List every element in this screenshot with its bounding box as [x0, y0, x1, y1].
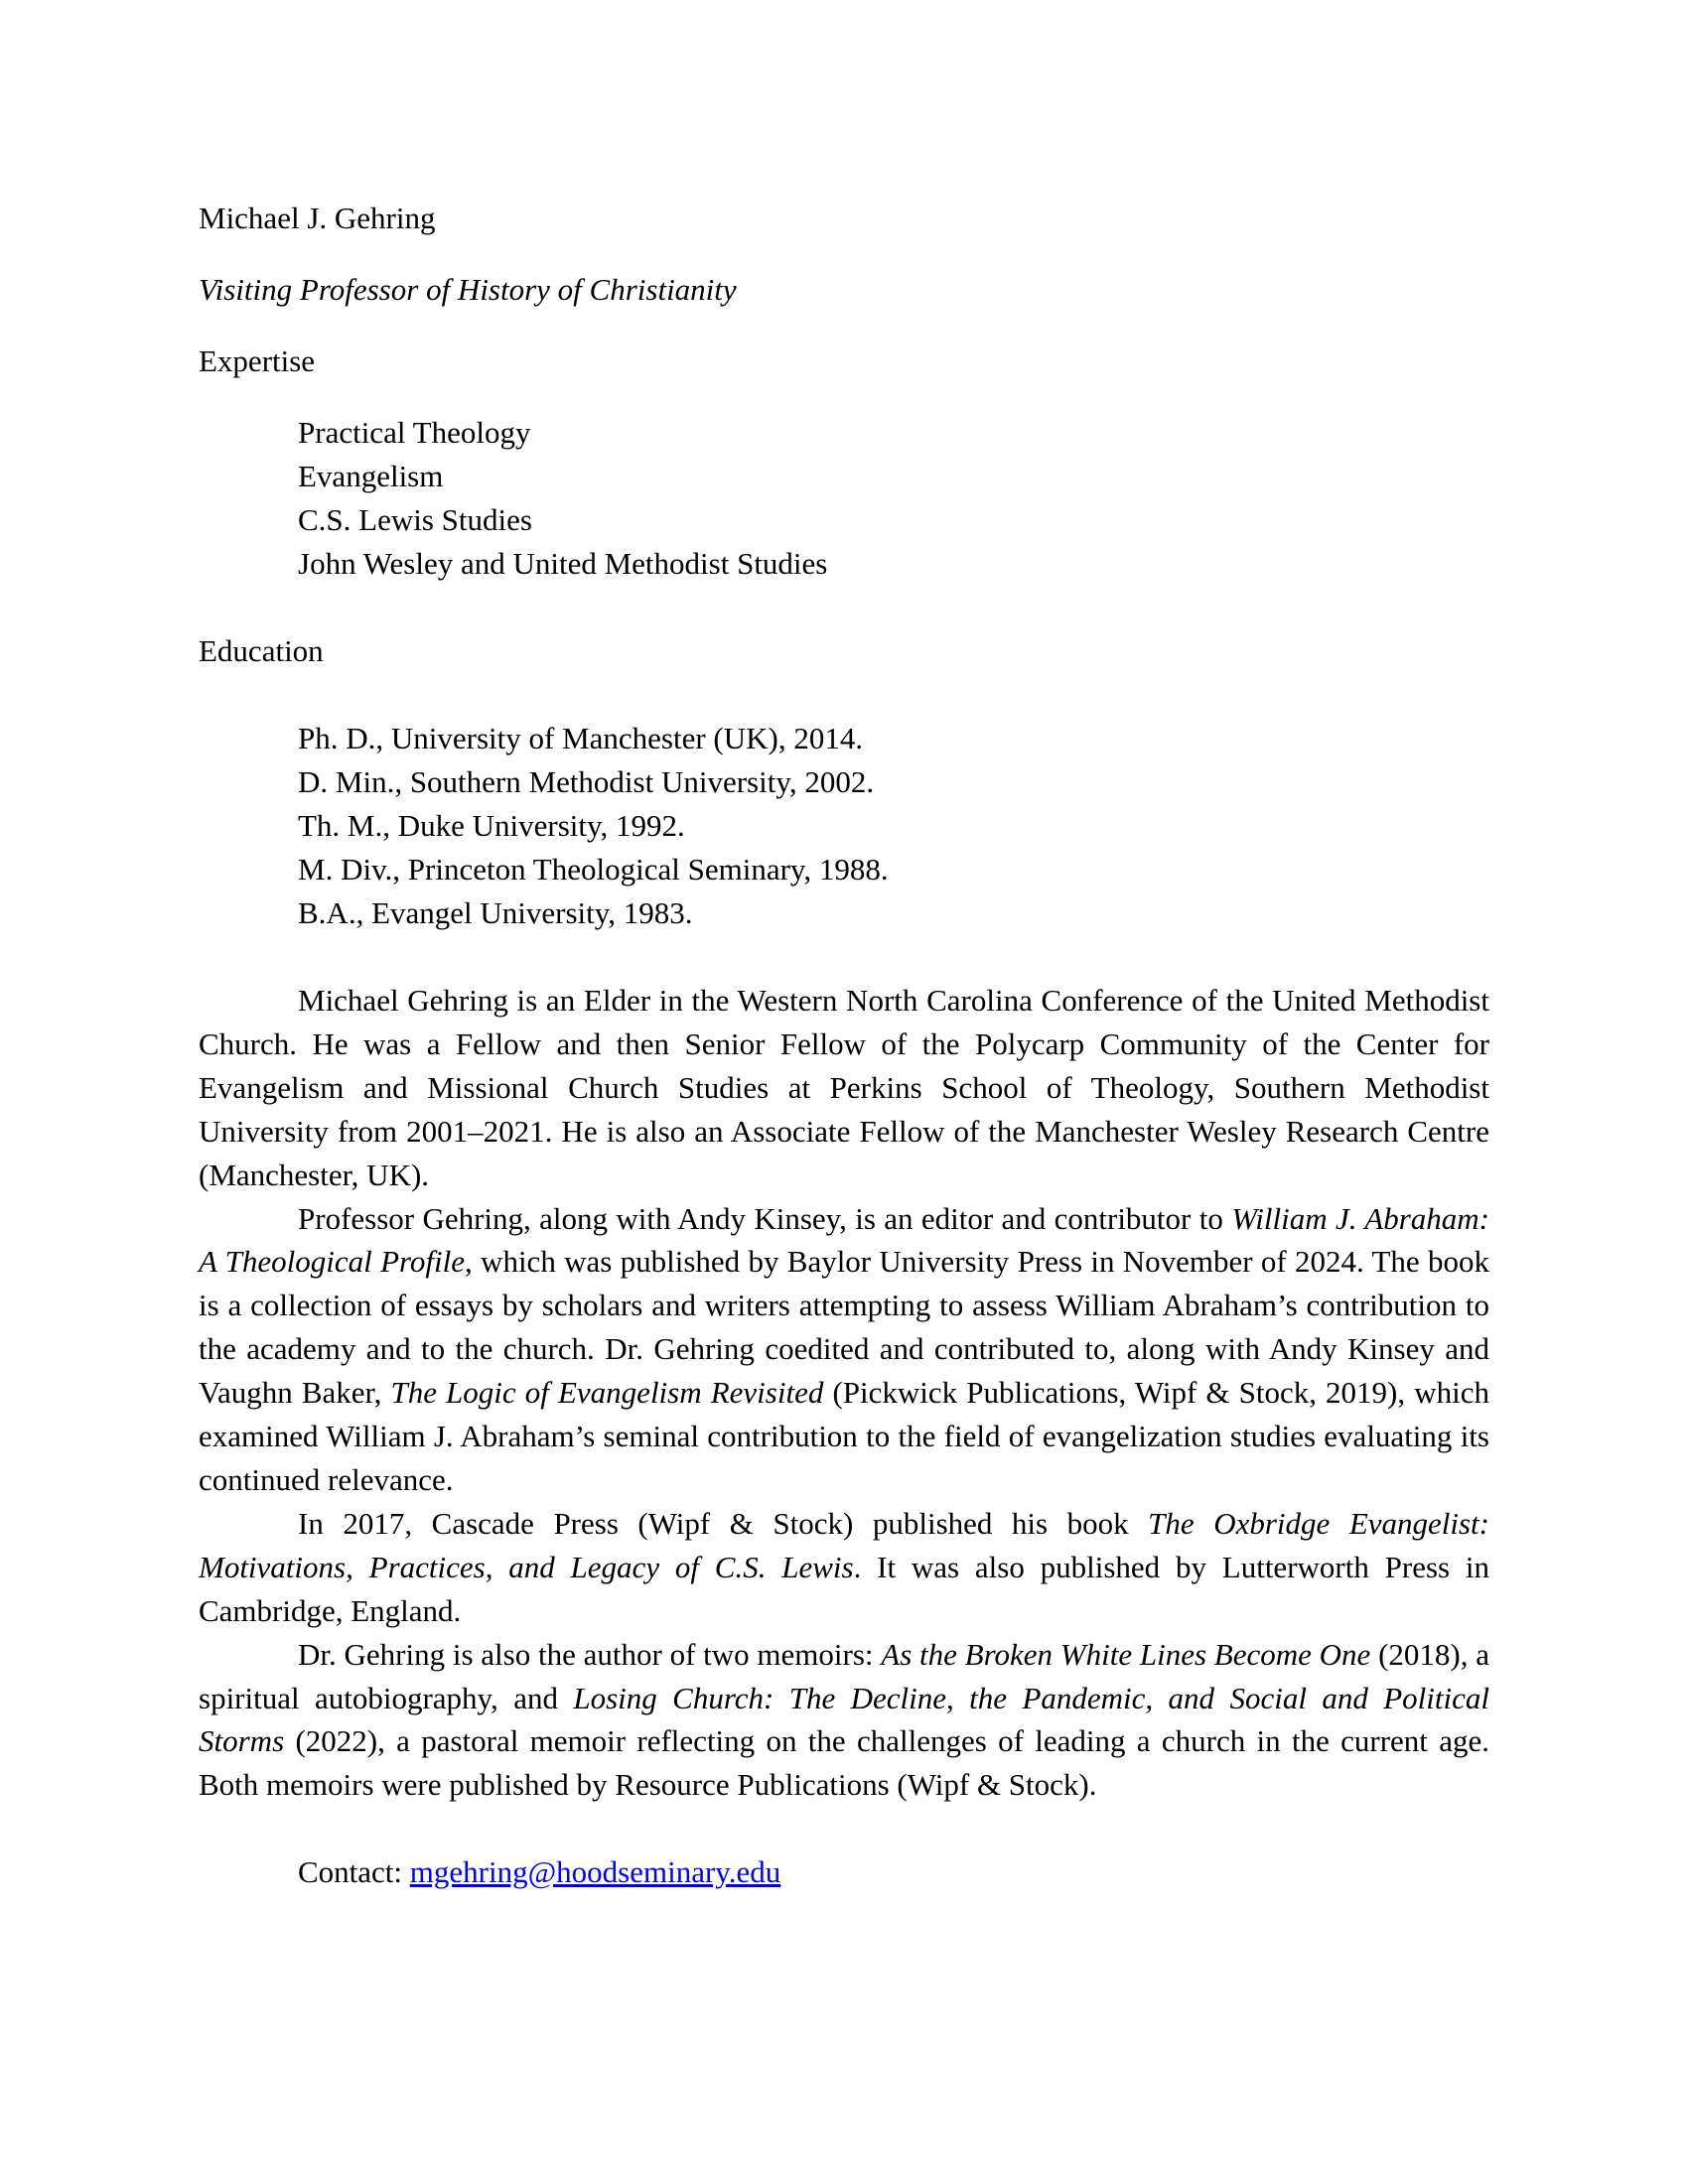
bio-text: Professor Gehring, along with Andy Kinsey, is an editor and contributor to — [298, 1200, 1232, 1236]
faculty-name: Michael J. Gehring — [199, 201, 436, 235]
bio-text: Dr. Gehring is also the author of two memoirs: — [298, 1636, 882, 1672]
contact-line — [199, 1850, 1489, 1894]
contact-label: Contact: — [298, 1854, 410, 1890]
education-item: M. Div., Princeton Theological Seminary, 1988. — [298, 852, 889, 887]
book-title: Losing Church: The Decline, the Pandemic, and Social and Political Storms — [199, 1680, 1489, 1759]
contact-email-link[interactable]: mgehring@hoodseminary.edu — [409, 1854, 781, 1890]
bio-text: (2018), a spiritual autobiography, and — [199, 1636, 1490, 1715]
education-item: B.A., Evangel University, 1983. — [298, 895, 693, 930]
book-title: The Oxbridge Evangelist: Motivations, Practices, and Legacy of C.S. Lewis — [199, 1505, 1489, 1584]
education-list — [199, 717, 1489, 935]
expertise-list — [199, 411, 1489, 586]
bio-text: (Pickwick Publications, Wipf & Stock, 2019), which examined William J. Abraham’s seminal contribution to the field of evangelization studies evaluating its continued relevance. — [199, 1375, 1489, 1497]
faculty-title: Visiting Professor of History of Christianity — [199, 272, 737, 307]
bio-text: Michael Gehring is an Elder in the Western North Carolina Conference of the United Methodist Church. He was a Fellow and then Senior Fellow of the Polycarp Community of the Center for Evangelism and Missional Church Studies at Perkins School of Theology, Southern Methodist University from 2001–2021. He is also an Associate Fellow of the Manchester Wesley Research Centre (Manchester, UK). — [199, 983, 1489, 1192]
expertise-item: Practical Theology — [298, 415, 531, 450]
bio-text: , which was published by Baylor University Press in November of 2024. The book is a collection of essays by scholars and writers attempting to assess William Abraham’s contribution to the academy and to the church. Dr. Gehring coedited and contributed to, along with Andy Kinsey and Vaughn Baker, — [199, 1244, 1489, 1411]
bio-text: In 2017, Cascade Press (Wipf & Stock) published his book — [298, 1505, 1149, 1541]
education-heading: Education — [199, 633, 324, 668]
education-item: D. Min., Southern Methodist University, 2002. — [298, 764, 875, 799]
expertise-item: Evangelism — [298, 459, 444, 493]
bio-text: . It was also published by Lutterworth Press in Cambridge, England. — [199, 1549, 1489, 1628]
bio-paragraph — [199, 1502, 1489, 1633]
education-item: Ph. D., University of Manchester (UK), 2014. — [298, 721, 864, 755]
book-title: As the Broken White Lines Become One — [881, 1636, 1371, 1672]
bio-text: (2022), a pastoral memoir reflecting on the challenges of leading a church in the current age. Both memoirs were published by Resource Publications (Wipf & Stock). — [199, 1723, 1489, 1803]
bio-paragraph — [199, 1197, 1489, 1502]
expertise-item: C.S. Lewis Studies — [298, 502, 532, 537]
book-title: The Logic of Evangelism Revisited — [390, 1375, 824, 1411]
bio-paragraph — [199, 1633, 1489, 1808]
education-item: Th. M., Duke University, 1992. — [298, 808, 685, 843]
expertise-item: John Wesley and United Methodist Studies — [298, 546, 828, 581]
bio-paragraph — [199, 979, 1489, 1197]
expertise-heading: Expertise — [199, 343, 316, 378]
biography — [199, 979, 1489, 1807]
book-title: William J. Abraham: A Theological Profile — [199, 1200, 1489, 1280]
